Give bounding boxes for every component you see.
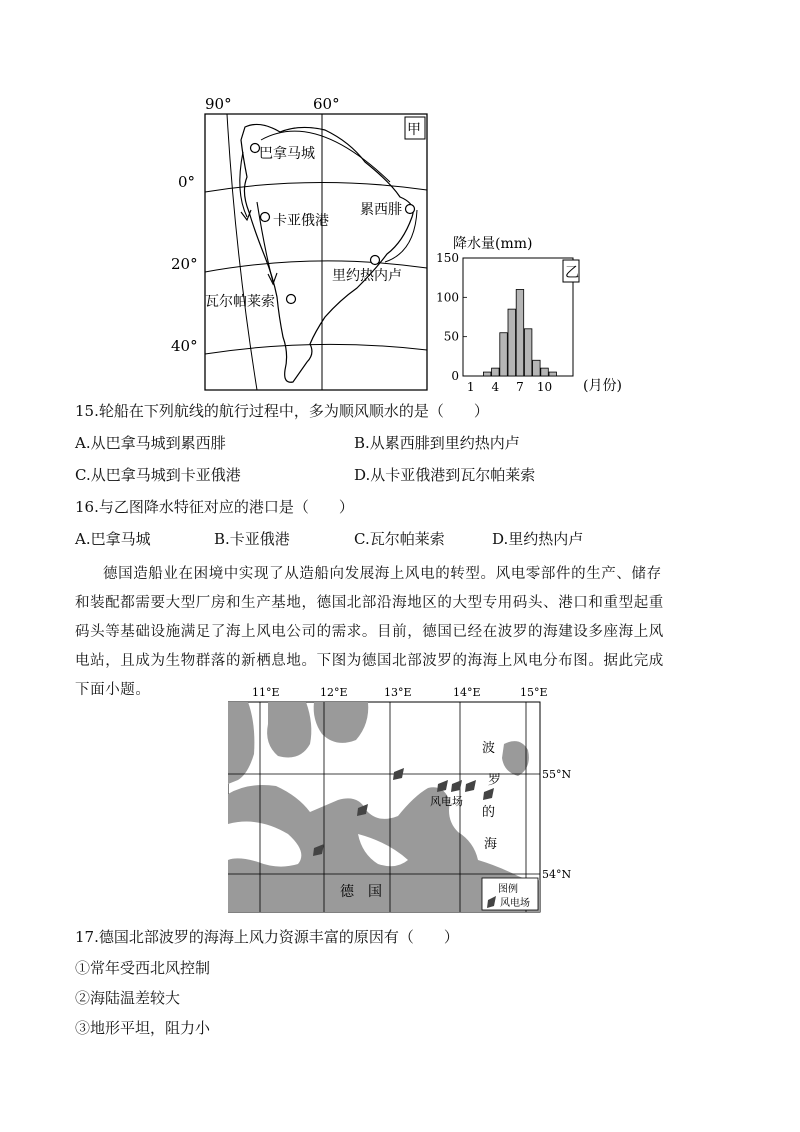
- sea-label-4: 海: [484, 837, 498, 852]
- germany-label: 德 国: [340, 884, 382, 900]
- lat-0-label: 0°: [178, 173, 196, 191]
- q16-option-d[interactable]: D.里约热内卢: [492, 530, 584, 548]
- lat-55-label: 55°N: [542, 768, 572, 781]
- bar-month-8: [524, 329, 532, 376]
- passage-line-1: 德国造船业在困境中实现了从造船向发展海上风电的转型。风电零部件的生产、储存: [103, 566, 662, 582]
- rio-label: 里约热内卢: [332, 268, 402, 284]
- lon-11-label: 11°E: [252, 686, 280, 699]
- bar-month-3: [483, 372, 491, 376]
- baltic-wind-farm-map: [228, 684, 578, 916]
- chart-xlabel: (月份): [583, 378, 622, 394]
- bar-month-10: [541, 368, 549, 376]
- bar-month-11: [549, 372, 557, 376]
- sea-label-2: 罗: [488, 773, 502, 788]
- q17-option-3[interactable]: ③地形平坦，阻力小: [75, 1019, 211, 1037]
- bar-month-9: [533, 360, 541, 376]
- lat-20-label: 20°: [171, 255, 198, 273]
- lon-13-label: 13°E: [384, 686, 412, 699]
- lon-90-label: 90°: [205, 95, 232, 113]
- y-tick-label: 50: [443, 329, 459, 344]
- lon-14-label: 14°E: [453, 686, 481, 699]
- lat-54-label: 54°N: [542, 868, 572, 881]
- x-tick-label: 7: [516, 380, 524, 394]
- map-tag-jia: 甲: [407, 122, 421, 138]
- q17-option-1[interactable]: ①常年受西北风控制: [75, 959, 211, 977]
- q16-option-a[interactable]: A.巴拿马城: [75, 530, 151, 548]
- q15-option-b[interactable]: B.从累西腓到里约热内卢: [354, 434, 520, 452]
- q16-option-c[interactable]: C.瓦尔帕莱索: [354, 530, 445, 548]
- y-tick-label: 150: [436, 251, 459, 265]
- q15-option-c[interactable]: C.从巴拿马城到卡亚俄港: [75, 466, 241, 484]
- q17-stem: 17.德国北部波罗的海海上风力资源丰富的原因有（ ）: [75, 928, 459, 946]
- q15-option-d[interactable]: D.从卡亚俄港到瓦尔帕莱索: [354, 466, 536, 484]
- x-tick-label: 1: [466, 380, 475, 394]
- x-tick-label: 10: [536, 380, 553, 394]
- passage-line-2: 和装配都需要大型厂房和生产基地，德国北部沿海地区的大型专用码头、港口和重型起重: [75, 595, 664, 611]
- q16-stem: 16.与乙图降水特征对应的港口是（ ）: [75, 498, 354, 516]
- passage-line-5: 下面小题。: [75, 682, 151, 698]
- bar-month-6: [508, 309, 516, 376]
- panama-label: 巴拿马城: [259, 146, 315, 162]
- legend-item-label: 风电场: [500, 898, 530, 909]
- lon-12-label: 12°E: [320, 686, 348, 699]
- chart-ylabel: 降水量(mm): [453, 236, 533, 252]
- q15-option-a[interactable]: A.从巴拿马城到累西腓: [75, 434, 226, 452]
- sea-label-3: 的: [482, 805, 496, 820]
- callao-label: 卡亚俄港: [273, 213, 329, 229]
- precipitation-chart: [425, 228, 655, 396]
- valparaiso-label: 瓦尔帕莱索: [205, 294, 275, 310]
- lat-40-label: 40°: [171, 337, 198, 355]
- lon-15-label: 15°E: [520, 686, 548, 699]
- sea-label-1: 波: [482, 741, 496, 756]
- y-tick-label: 0: [451, 369, 459, 383]
- bar-month-4: [492, 368, 500, 376]
- q15-stem: 15.轮船在下列航线的航行过程中，多为顺风顺水的是（ ）: [75, 402, 489, 420]
- lon-60-label: 60°: [313, 95, 340, 113]
- bar-month-5: [500, 333, 508, 376]
- bar-month-7: [516, 289, 524, 376]
- q17-option-2[interactable]: ②海陆温差较大: [75, 989, 181, 1007]
- passage-line-4: 电站，且成为生物群落的新栖息地。下图为德国北部波罗的海海上风电分布图。据此完成: [75, 653, 664, 669]
- wind-farm-label: 风电场: [430, 795, 463, 808]
- legend-title: 图例: [498, 884, 518, 895]
- belem-label: 累西腓: [360, 202, 402, 218]
- x-tick-label: 4: [491, 380, 500, 394]
- south-america-map: [165, 92, 435, 392]
- q16-option-b[interactable]: B.卡亚俄港: [214, 530, 290, 548]
- y-tick-label: 100: [436, 290, 459, 305]
- passage-line-3: 码头等基础设施满足了海上风电公司的需求。目前，德国已经在波罗的海建设多座海上风: [75, 624, 664, 640]
- chart-title: 乙: [565, 265, 579, 281]
